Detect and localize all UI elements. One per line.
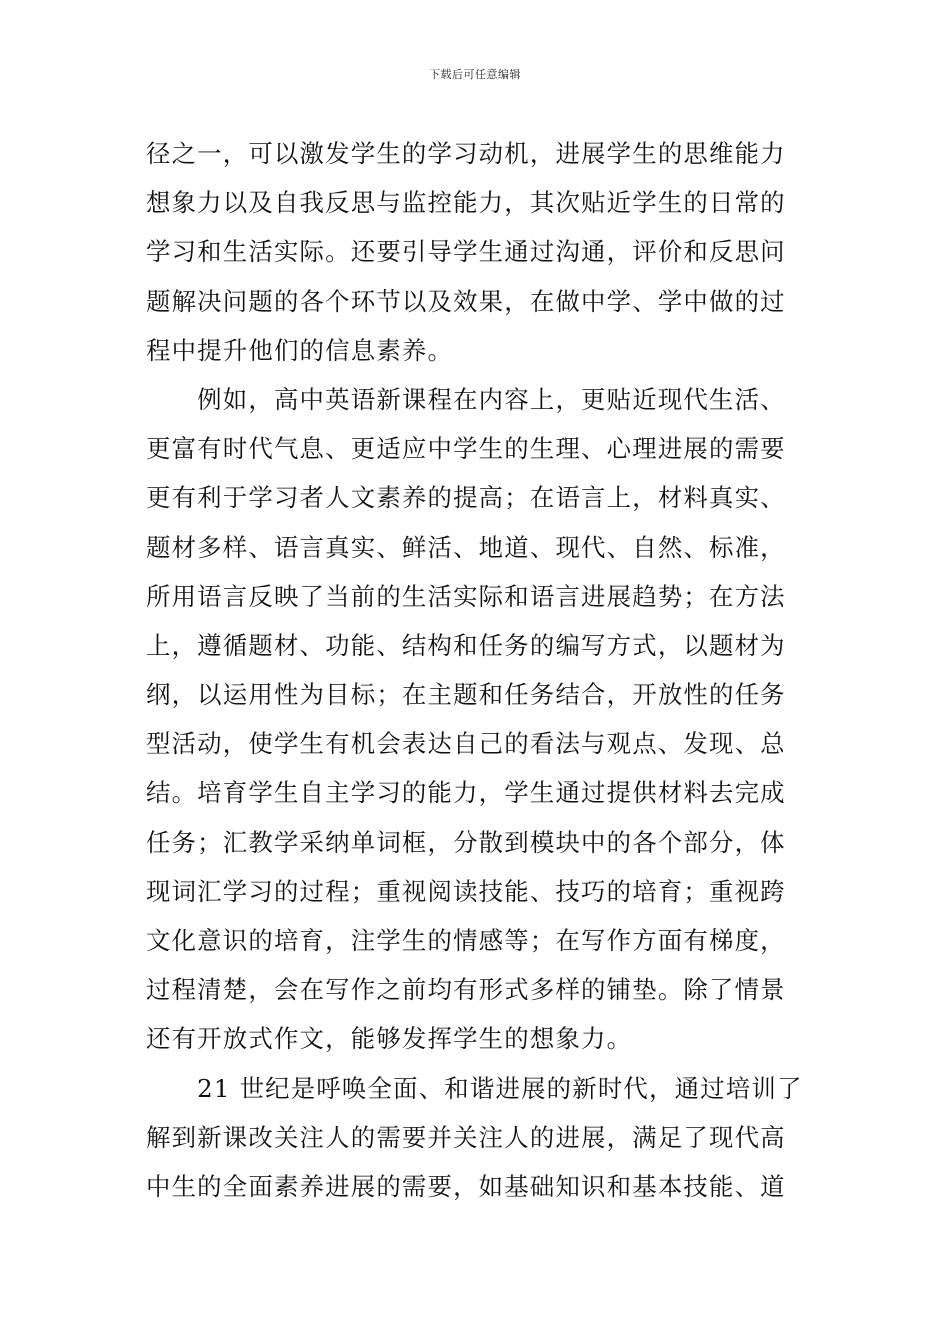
text-line: 过程清楚，会在写作之前均有形式多样的铺垫。除了情景 [146, 975, 786, 1005]
text-line: 题解决问题的各个环节以及效果，在做中学、学中做的过 [146, 286, 786, 316]
body-text [146, 129, 816, 1211]
text-line: 纲，以运用性为目标；在主题和任务结合，开放性的任务 [146, 680, 786, 710]
text-line: 型活动，使学生有机会表达自己的看法与观点、发现、总 [146, 729, 786, 759]
text-line: 更有利于学习者人文素养的提高；在语言上，材料真实、 [146, 483, 786, 513]
text-line: 现词汇学习的过程；重视阅读技能、技巧的培育；重视跨 [146, 876, 786, 906]
text-line: 更富有时代气息、更适应中学生的生理、心理进展的需要 [146, 434, 786, 464]
text-line: 还有开放式作文，能够发挥学生的想象力。 [146, 1024, 633, 1054]
text-line: 21 世纪是呼唤全面、和谐进展的新时代，通过培训了 [146, 1073, 803, 1103]
text-line: 任务；汇教学采纳单词框，分散到模块中的各个部分，体 [146, 827, 786, 857]
text-line: 解到新课改关注人的需要并关注人的进展，满足了现代高 [146, 1122, 786, 1152]
text-line: 学习和生活实际。还要引导学生通过沟通，评价和反思问 [146, 237, 786, 267]
text-line: 中生的全面素养进展的需要，如基础知识和基本技能、道 [146, 1171, 786, 1201]
text-line: 上，遵循题材、功能、结构和任务的编写方式，以题材为 [146, 630, 786, 660]
text-line: 想象力以及自我反思与监控能力，其次贴近学生的日常的 [146, 188, 786, 218]
text-line: 结。培育学生自主学习的能力，学生通过提供材料去完成 [146, 778, 786, 808]
page-header: 下载后可任意编辑 [429, 68, 521, 81]
text-line: 程中提升他们的信息素养。 [146, 335, 454, 365]
text-line: 文化意识的培育，注学生的情感等；在写作方面有梯度， [146, 926, 786, 955]
text-line: 题材多样、语言真实、鲜活、地道、现代、自然、标准， [146, 532, 786, 562]
text-line: 例如，高中英语新课程在内容上，更贴近现代生活、 [146, 384, 786, 414]
text-line: 径之一，可以激发学生的学习动机，进展学生的思维能力 [146, 139, 786, 168]
text-line: 所用语言反映了当前的生活实际和语言进展趋势；在方法 [146, 581, 786, 611]
